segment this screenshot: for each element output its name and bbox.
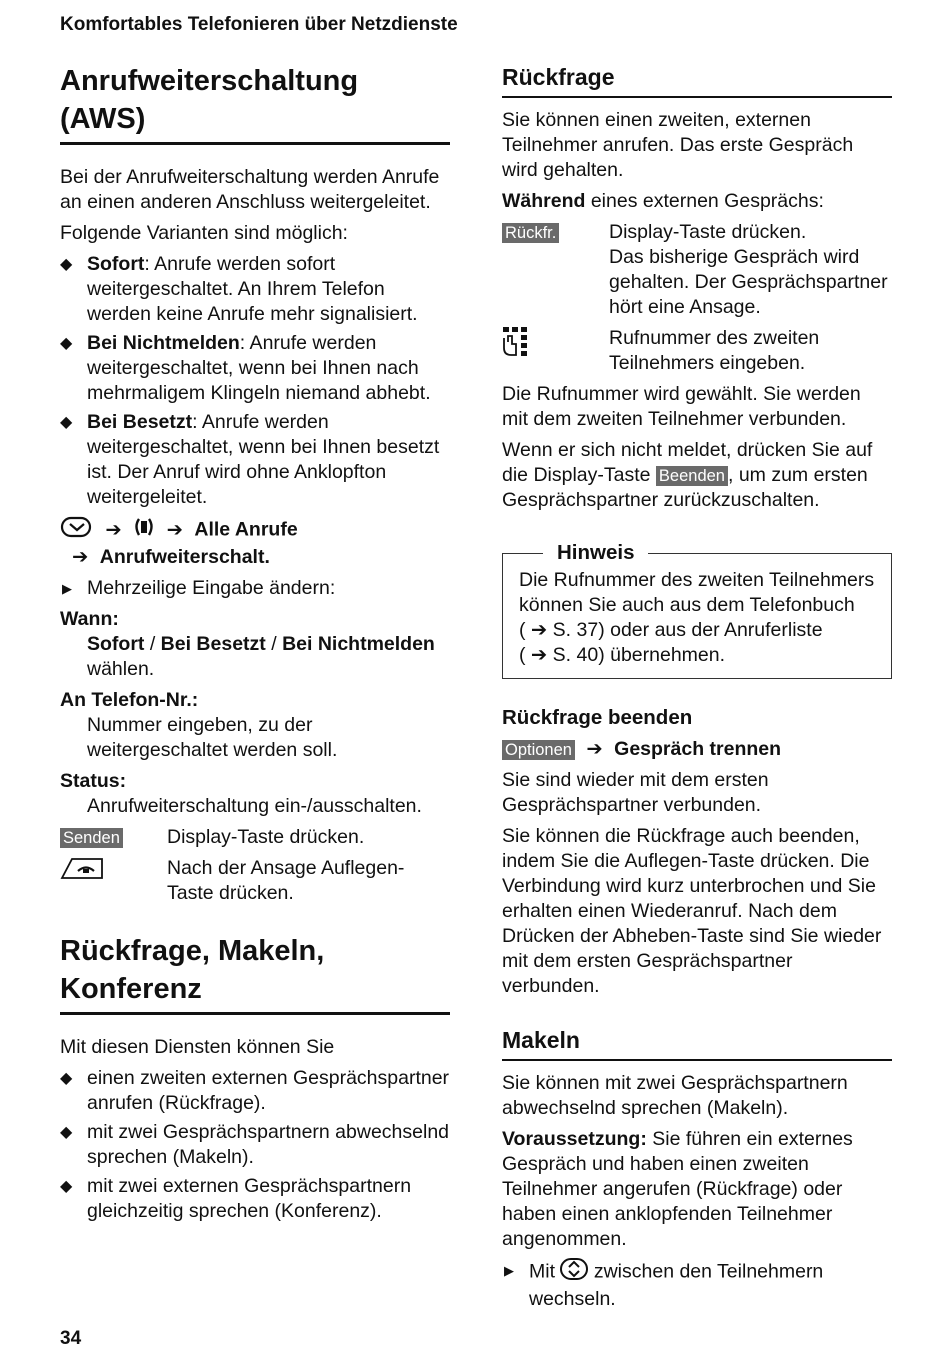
tel-label: An Telefon-Nr.: — [60, 689, 199, 711]
list-item: ◆ mit zwei externen Gesprächspartnern gleichzeitig sprechen (Konferenz). — [60, 1174, 450, 1224]
menu-item-alle-anrufe: Alle Anrufe — [194, 518, 298, 541]
keypad-row — [502, 326, 892, 376]
list-item: ◆ einen zweiten externen Gesprächspartner anrufen (Rückfrage). — [60, 1066, 450, 1116]
aws-variants-list — [60, 252, 450, 510]
aws-heading: Anrufweiterschaltung (AWS) — [60, 62, 450, 145]
list-item: ◆ Sofort: Anrufe werden sofort weitergeschaltet. An Ihrem Telefon werden keine Anrufe mehr signalisiert. — [60, 252, 450, 327]
list-item: ◆ Bei Nichtmelden: Anrufe werden weitergeschaltet, wenn bei Ihnen nach mehrmaligem Klingeln niemand abhebt. — [60, 331, 450, 406]
status-text: Anrufweiterschaltung ein-/ausschalten. — [87, 795, 422, 817]
rueckfrage-heading: Rückfrage — [502, 62, 892, 98]
makeln-heading: Makeln — [502, 1025, 892, 1061]
menu-key-icon — [60, 516, 94, 545]
rueckfrage-p2: Wenn er sich nicht meldet, drücken Sie auf die Display-Taste Beenden , um zum ersten Gesprächspartner zurückzuschalten. — [502, 439, 873, 511]
beenden-softkey: Beenden — [656, 466, 728, 486]
senden-softkey: Senden — [60, 828, 123, 848]
hangup-text: Nach der Ansage Auflegen-Taste drücken. — [167, 857, 405, 904]
network-services-icon — [133, 516, 155, 545]
makeln-p1: Sie können mit zwei Gesprächspartnern abwechselnd sprechen (Makeln). — [502, 1072, 848, 1119]
optionen-softkey: Optionen — [502, 740, 575, 760]
rmk-intro: Mit diesen Diensten können Sie — [60, 1036, 335, 1058]
hinweis-title: Hinweis — [543, 540, 648, 565]
list-item: ◆ Bei Besetzt: Anrufe werden weitergeschaltet, wenn bei Ihnen besetzt ist. Der Anruf wird ohne Anklopfton weitergeleitet. — [60, 410, 450, 510]
tel-text: Nummer eingeben, zu der weitergeschaltet werden soll. — [87, 714, 338, 761]
arrow-icon: ➔ — [105, 518, 122, 541]
list-item: ◆ mit zwei Gesprächspartnern abwechselnd sprechen (Makeln). — [60, 1120, 450, 1170]
left-column — [60, 62, 450, 1230]
keypad-icon — [502, 326, 536, 365]
wann-options: Sofort / Bei Besetzt / Bei Nichtmelden wählen. — [87, 633, 435, 680]
running-head: Komfortables Telefonieren über Netzdienste — [60, 14, 458, 35]
hinweis-box: Hinweis Die Rufnummer des zweiten Teilnehmers können Sie auch aus dem Telefonbuch ( ➔ S. 37) oder aus der Anruferliste ( ➔ S. 40) übernehmen. — [502, 553, 892, 679]
rueckfr-row — [502, 220, 892, 320]
rmk-heading: Rückfrage, Makeln, Konferenz — [60, 932, 450, 1015]
aws-menu-path — [60, 516, 450, 570]
senden-row — [60, 825, 450, 850]
hangup-row — [60, 856, 450, 906]
aws-intro: Bei der Anrufweiterschaltung werden Anrufe an einen anderen Anschluss weitergeleitet. — [60, 166, 440, 213]
wann-label: Wann: — [60, 608, 119, 630]
aws-step: ▶ Mehrzeilige Eingabe ändern: — [60, 576, 450, 601]
right-column — [502, 62, 892, 1318]
menu-item-gespraech-trennen: Gespräch trennen — [614, 738, 782, 760]
beenden-menu-path — [502, 737, 892, 762]
keypad-text: Rufnummer des zweiten Teilnehmers eingeben. — [609, 327, 820, 374]
control-key-icon — [560, 1258, 588, 1287]
rueckfrage-p1: Die Rufnummer wird gewählt. Sie werden mit dem zweiten Teilnehmer verbunden. — [502, 383, 861, 430]
rueckfrage-intro: Sie können einen zweiten, externen Teilnehmer anrufen. Das erste Gespräch wird gehalten. — [502, 109, 854, 181]
rueckfr-text: Display-Taste drücken. Das bisherige Gespräch wird gehalten. Der Gesprächspartner hört eine Ansage. — [609, 221, 888, 318]
rueckfrage-during: Während eines externen Gesprächs: — [502, 190, 824, 212]
makeln-step: ▶ Mit zwischen den Teilnehmern wechseln. — [502, 1258, 892, 1312]
rmk-list — [60, 1066, 450, 1224]
arrow-icon: ➔ — [166, 518, 183, 541]
beenden-p2: Sie können die Rückfrage auch beenden, indem Sie die Auflegen-Taste drücken. Die Verbindung wird kurz unterbrochen und Sie erhalten einen Wiederanruf. Nach dem Drücken der Abheben-Taste sind Sie wieder mit dem ersten Gesprächspartner verbunden. — [502, 825, 882, 997]
end-call-key-icon — [60, 856, 104, 887]
aws-variants-intro: Folgende Varianten sind möglich: — [60, 222, 348, 244]
makeln-requirement: Voraussetzung: Sie führen ein externes Gespräch und haben einen zweiten Teilnehmer angerufen (Rückfrage) oder haben einen anklopfenden Teilnehmer angenommen. — [502, 1128, 853, 1250]
arrow-icon: ➔ — [72, 546, 89, 568]
rueckfr-softkey: Rückfr. — [502, 223, 559, 243]
senden-text: Display-Taste drücken. — [167, 826, 365, 848]
menu-item-anrufweiterschalt: Anrufweiterschalt. — [99, 546, 270, 568]
beenden-p1: Sie sind wieder mit dem ersten Gesprächspartner verbunden. — [502, 769, 769, 816]
arrow-icon: ➔ — [586, 738, 603, 760]
status-label: Status: — [60, 770, 127, 792]
page-number: 34 — [60, 1328, 82, 1349]
beenden-heading: Rückfrage beenden — [502, 706, 693, 729]
